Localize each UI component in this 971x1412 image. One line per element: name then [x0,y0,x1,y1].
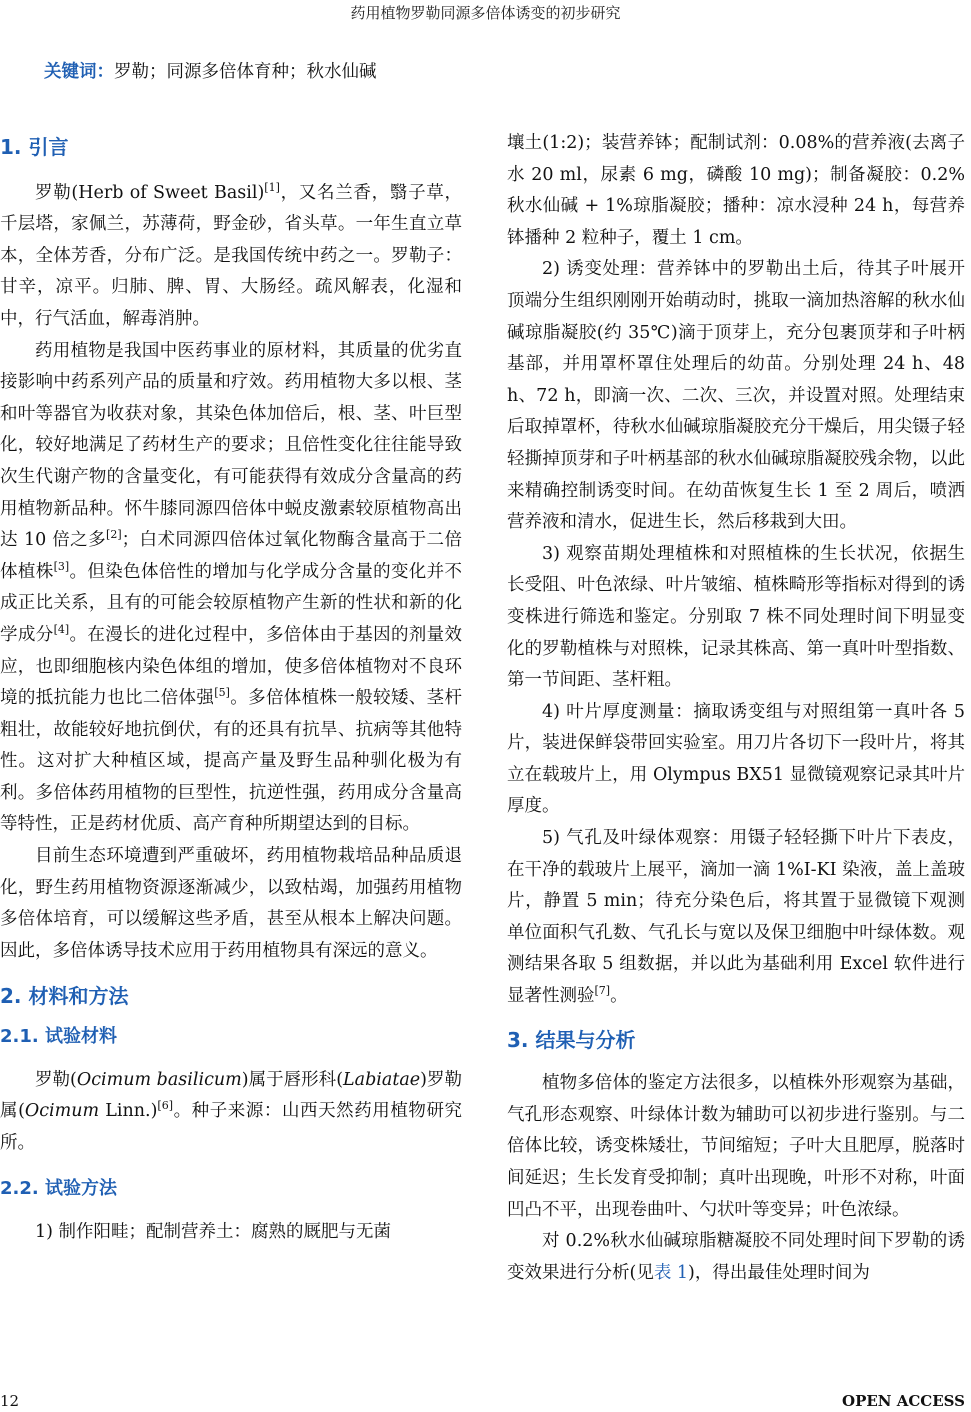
citation-4[interactable]: [4] [53,623,70,637]
method-step-5: 5) 气孔及叶绿体观察：用镊子轻轻撕下叶片下表皮，在干净的载玻片上展平，滴加一滴 1%I-KI 染液，盖上盖玻片，静置 5 min；待充分染色后，将其置于显微镜下观测单位面积气孔数、气孔长与宽以及保卫细胞中叶绿体数。观测结果各取 5 组数据，并以此为基础利用 Excel 软件进行显著性测验[7]。 [507,828,965,1007]
method-step-3: 3) 观察苗期处理植株和对照植株的生长状况，依据生长受阻、叶色浓绿、叶片皱缩、植株畸形等指标对得到的诱变株进行筛选和鉴定。分别取 7 株不同处理时间下明显变化的罗勒植株与对照株，记录其株高、第一真叶叶型指数、第一节间距、茎杆粗。 [507,543,965,691]
method-step-1-continued: 壤土(1:2)；装营养钵；配制试剂：0.08%的营养液(去离子水 20 ml，尿素 6 mg，磷酸 10 mg)；制备凝胶：0.2%秋水仙碱 + 1%琼脂凝胶；播种：凉水浸种 24 h，每营养钵播种 2 粒种子，覆土 1 cm。 [507,133,965,248]
right-column [507,128,965,1289]
intro-paragraph-1: 罗勒(Herb of Sweet Basil)[1]，又名兰香，翳子草，千层塔，家佩兰，苏薄荷，野金砂，省头草。一年生直立草本，全体芳香，分布广泛。是我国传统中药之一。罗勒子：甘辛，凉平。归肺、脾、胃、大肠经。疏风解表，化湿和中，行气活血，解毒消肿。 [0,180,462,329]
materials-paragraph: 罗勒(Ocimum basilicum)属于唇形科(Labiatae)罗勒属(Ocimum Linn.)[6]。种子来源：山西天然药用植物研究所。 [0,1069,463,1153]
section-2-1-title: 2.1. 试验材料 [0,1026,117,1048]
method-step-1-start: 1) 制作阳畦；配制营养土：腐熟的厩肥与无菌 [35,1222,392,1242]
citation-7[interactable]: [7] [594,984,611,998]
citation-2[interactable]: [2] [106,528,122,542]
keywords [44,58,377,83]
section-2-2-title: 2.2. 试验方法 [0,1178,117,1200]
method-step-2: 2) 诱变处理：营养钵中的罗勒出土后，待其子叶展开顶端分生组织刚刚开始萌动时，挑取一滴加热溶解的秋水仙碱琼脂凝胶(约 35℃)滴于顶芽上，充分包裹顶芽和子叶柄基部，并用罩杯罩住处理后的幼苗。分别处理 24 h、48 h、72 h，即滴一次、二次、三次，并设置对照。处理结束后取掉罩杯，待秋水仙碱琼脂凝胶充分干燥后，用尖镊子轻轻撕掉顶芽和子叶柄基部的秋水仙碱琼脂凝胶残余物，以此来精确控制诱变时间。在幼苗恢复生长 1 至 2 周后，喷洒营养液和清水，促进生长，然后移栽到大田。 [507,259,965,533]
citation-3[interactable]: [3] [53,559,70,573]
results-paragraph-2: 对 0.2%秋水仙碱琼脂糖凝胶不同处理时间下罗勒的诱变效果进行分析(见表 1)，得出最佳处理时间为 [507,1231,965,1283]
citation-1[interactable]: [1] [264,180,280,194]
section-2-title: 2. 材料和方法 [0,984,129,1009]
page-number: 12 [0,1392,20,1410]
running-header: 药用植物罗勒同源多倍体诱变的初步研究 [350,4,621,22]
intro-paragraph-2: 药用植物是我国中医药事业的原材料，其质量的优劣直接影响中药系列产品的质量和疗效。药用植物大多以根、茎和叶等器官为收获对象，其染色体加倍后，根、茎、叶巨型化，较好地满足了药材生产的要求；且倍性变化往往能导致次生代谢产物的含量变化，有可能获得有效成分含量高的药用植物新品种。怀牛膝同源四倍体中蜕皮激素较原植物高出达 10 倍之多[2]；白术同源四倍体过氧化物酶含量高于二倍体植株[3]。但染色体倍性的增加与化学成分含量的变化并不成正比关系，且有的可能会较原植物产生新的性状和新的化学成分[4]。在漫长的进化过程中，多倍体由于基因的剂量效应，也即细胞核内染色体组的增加，使多倍体植物对不良环境的抵抗能力也比二倍体强[5]。多倍体植株一般较矮、茎杆粗壮，故能较好地抗倒伏，有的还具有抗旱、抗病等其他特性。这对扩大种植区域，提高产量及野生品种驯化极为有利。多倍体药用植物的巨型性，抗逆性强，药用成分含量高等特性，正是药材优质、高产育种所期望达到的目标。 [0,340,463,835]
intro-paragraph-3: 目前生态环境遭到严重破坏，药用植物栽培品种品质退化，野生药用植物资源逐渐减少，以致枯竭，加强药用植物多倍体培育，可以缓解这些矛盾，甚至从根本上解决问题。因此，多倍体诱导技术应用于药用植物具有深远的意义。 [0,846,462,961]
keywords-label: 关键词： [44,62,114,82]
section-1-title: 1. 引言 [0,135,69,159]
results-paragraph-1: 植物多倍体的鉴定方法很多，以植株外形观察为基础，气孔形态观察、叶绿体计数为辅助可以初步进行鉴别。与二倍体比较，诱变株矮壮，节间缩短；子叶大且肥厚，脱落时间延迟；生长发育受抑制；真叶出现晚，叶形不对称，叶面凹凸不平，出现卷曲叶、勺状叶等变异；叶色浓绿。 [507,1073,965,1220]
method-step-4: 4) 叶片厚度测量：摘取诱变组与对照组第一真叶各 5 片，装进保鲜袋带回实验室。用刀片各切下一段叶片，将其立在载玻片上，用 Olympus BX51 显微镜观察记录其叶片厚度。 [507,701,965,817]
left-column [0,128,462,1249]
open-access-label: OPEN ACCESS [842,1392,965,1410]
citation-6[interactable]: [6] [157,1099,173,1113]
citation-5[interactable]: [5] [214,686,230,700]
keywords-text: 罗勒；同源多倍体育种；秋水仙碱 [114,62,377,82]
section-3-title: 3. 结果与分析 [507,1027,636,1052]
table-1-link[interactable]: 表 1 [653,1262,689,1283]
